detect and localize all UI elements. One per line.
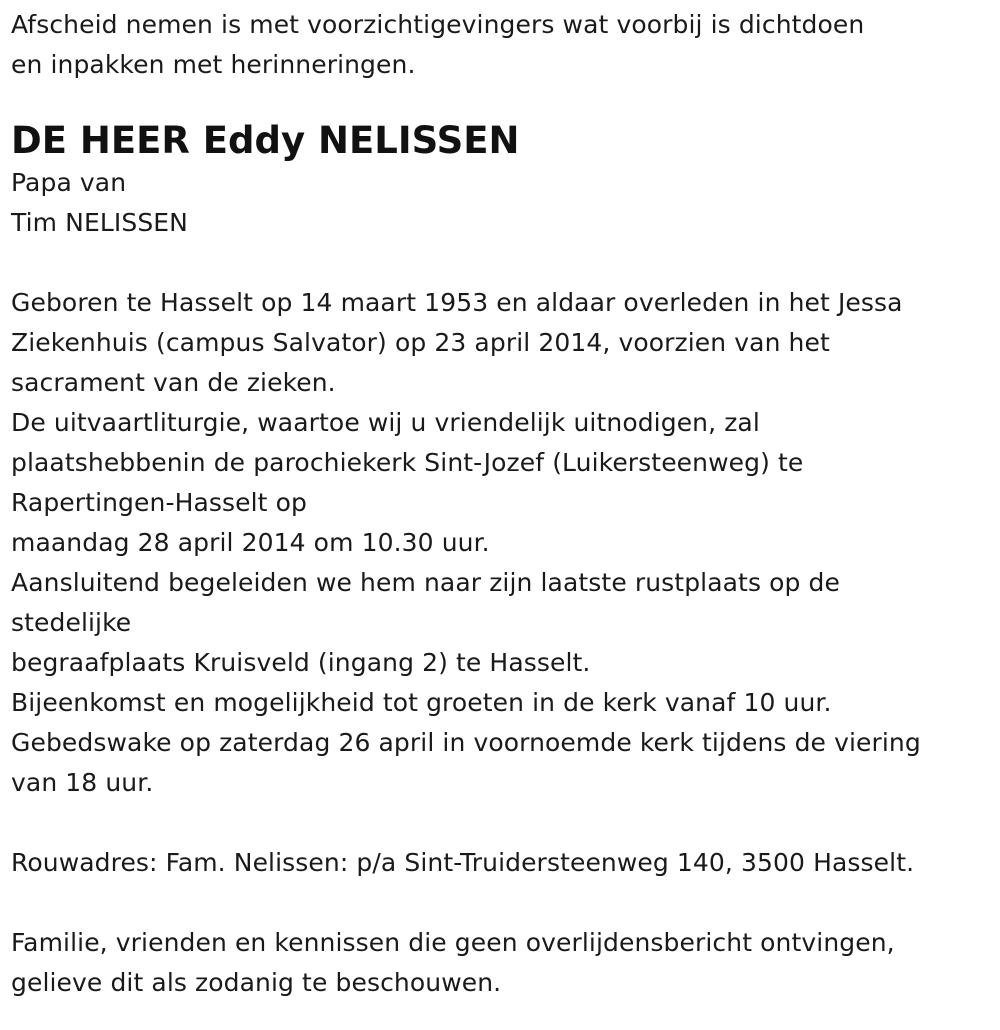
obituary-document — [11, 0, 991, 1003]
spacer — [11, 803, 991, 843]
intro-verse — [11, 0, 991, 85]
body-line: Ziekenhuis (campus Salvator) op 23 april 2014, voorzien van het — [11, 328, 830, 357]
mourning-address: Rouwadres: Fam. Nelissen: p/a Sint-Truidersteenweg 140, 3500 Hasselt. — [11, 848, 915, 877]
body-line: plaatshebbenin de parochiekerk Sint-Jozef (Luikersteenweg) te — [11, 448, 804, 477]
body-line: sacrament van de zieken. — [11, 368, 336, 397]
body-line: stedelijke — [11, 608, 132, 637]
body-line: Rapertingen-Hasselt op — [11, 488, 307, 517]
body-line: De uitvaartliturgie, waartoe wij u vriendelijk uitnodigen, zal — [11, 408, 760, 437]
body-line: begraafplaats Kruisveld (ingang 2) te Hasselt. — [11, 648, 591, 677]
body-line: van 18 uur. — [11, 768, 154, 797]
closing-line: Familie, vrienden en kennissen die geen overlijdensbericht ontvingen, — [11, 928, 895, 957]
body-line: Gebedswake op zaterdag 26 april in voornoemde kerk tijdens de viering — [11, 728, 921, 757]
body-line: Geboren te Hasselt op 14 maart 1953 en aldaar overleden in het Jessa — [11, 288, 903, 317]
relation-label: Papa van — [11, 168, 127, 197]
body-line: Bijeenkomst en mogelijkheid tot groeten in de kerk vanaf 10 uur. — [11, 688, 832, 717]
announcement-body — [11, 283, 991, 803]
closing-note — [11, 923, 991, 1003]
body-line: Aansluitend begeleiden we hem naar zijn laatste rustplaats op de — [11, 568, 840, 597]
intro-line: en inpakken met herinneringen. — [11, 50, 416, 79]
body-line: maandag 28 april 2014 om 10.30 uur. — [11, 528, 490, 557]
spacer — [11, 243, 991, 283]
intro-line: Afscheid nemen is met voorzichtigevingers wat voorbij is dichtdoen — [11, 10, 865, 39]
deceased-name-heading: DE HEER Eddy NELISSEN — [11, 119, 520, 162]
closing-line: gelieve dit als zodanig te beschouwen. — [11, 968, 502, 997]
spacer — [11, 883, 991, 923]
relation-name: Tim NELISSEN — [11, 208, 188, 237]
relation-block — [11, 163, 991, 243]
